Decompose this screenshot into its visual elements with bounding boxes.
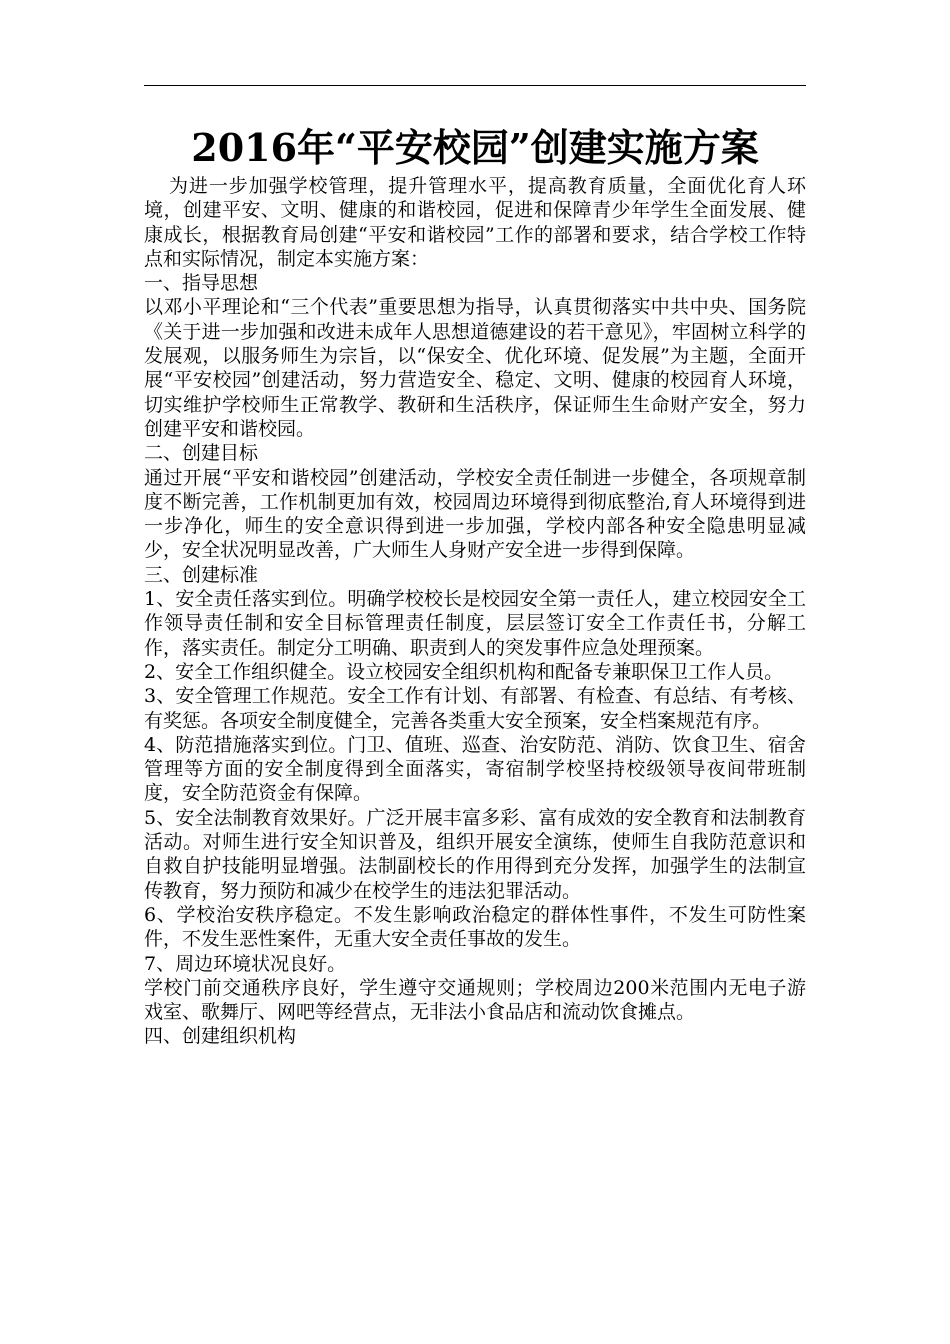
guiding-ideology-paragraph: 以邓小平理论和“三个代表”重要思想为指导，认真贯彻落实中共中央、国务院《关于进一步加强和改进未成年人思想道德建设的若干意见》，牢固树立科学的发展观，以服务师生为宗旨，以“保安全、优化环境、促发展”为主题，全面开展“平安校园”创建活动，努力营造安全、稳定、文明、健康的校园育人环境，切实维护学校师生正常教学、教研和生活秩序，保证师生生命财产安全，努力创建平安和谐校园。 bbox=[144, 296, 806, 440]
document-title: 2016年“平安校园”创建实施方案 bbox=[191, 125, 759, 170]
standard-item-7-detail: 学校门前交通秩序良好，学生遵守交通规则；学校周边200米范围内无电子游戏室、歌舞厅、网吧等经营点，无非法小食品店和流动饮食摊点。 bbox=[144, 976, 806, 1024]
standard-item-3: 3、安全管理工作规范。安全工作有计划、有部署、有检查、有总结、有考核、有奖惩。各项安全制度健全，完善各类重大安全预案，安全档案规范有序。 bbox=[144, 685, 806, 732]
section-heading-organization: 四、创建组织机构 bbox=[144, 1025, 297, 1048]
section-heading-guiding-ideology: 一、指导思想 bbox=[144, 272, 259, 295]
document-body bbox=[144, 174, 806, 1049]
standard-item-7: 7、周边环境状况良好。 bbox=[144, 952, 347, 975]
standard-item-4: 4、防范措施落实到位。门卫、值班、巡查、治安防范、消防、饮食卫生、宿舍管理等方面的安全制度得到全面落实，寄宿制学校坚持校级领导夜间带班制度，安全防范资金有保障。 bbox=[144, 733, 806, 805]
goals-paragraph: 通过开展“平安和谐校园”创建活动，学校安全责任制进一步健全，各项规章制度不断完善，工作机制更加有效，校园周边环境得到彻底整治,育人环境得到进一步净化，师生的安全意识得到进一步加强，学校内部各种安全隐患明显减少，安全状况明显改善，广大师生人身财产安全进一步得到保障。 bbox=[144, 466, 806, 562]
section-heading-standards: 三、创建标准 bbox=[144, 563, 259, 586]
intro-paragraph: 为进一步加强学校管理，提升管理水平，提高教育质量，全面优化育人环境，创建平安、文明、健康的和谐校园，促进和保障青少年学生全面发展、健康成长，根据教育局创建“平安和谐校园”工作的部署和要求，结合学校工作特点和实际情况，制定本实施方案： bbox=[144, 175, 806, 270]
standard-item-5: 5、安全法制教育效果好。广泛开展丰富多彩、富有成效的安全教育和法制教育活动。对师生进行安全知识普及，组织开展安全演练，使师生自我防范意识和自救自护技能明显增强。法制副校长的作用得到充分发挥，加强学生的法制宣传教育，努力预防和减少在校学生的违法犯罪活动。 bbox=[144, 806, 806, 902]
header-rule bbox=[144, 85, 806, 86]
standard-item-2: 2、安全工作组织健全。设立校园安全组织机构和配备专兼职保卫工作人员。 bbox=[144, 660, 784, 683]
section-heading-goals: 二、创建目标 bbox=[144, 442, 259, 465]
standard-item-1: 1、安全责任落实到位。明确学校校长是校园安全第一责任人，建立校园安全工作领导责任制和安全目标管理责任制度，层层签订安全工作责任书，分解工作，落实责任。制定分工明确、职责到人的突发事件应急处理预案。 bbox=[144, 588, 806, 659]
standard-item-6: 6、学校治安秩序稳定。不发生影响政治稳定的群体性事件，不发生可防性案件，不发生恶性案件，无重大安全责任事故的发生。 bbox=[144, 903, 806, 951]
